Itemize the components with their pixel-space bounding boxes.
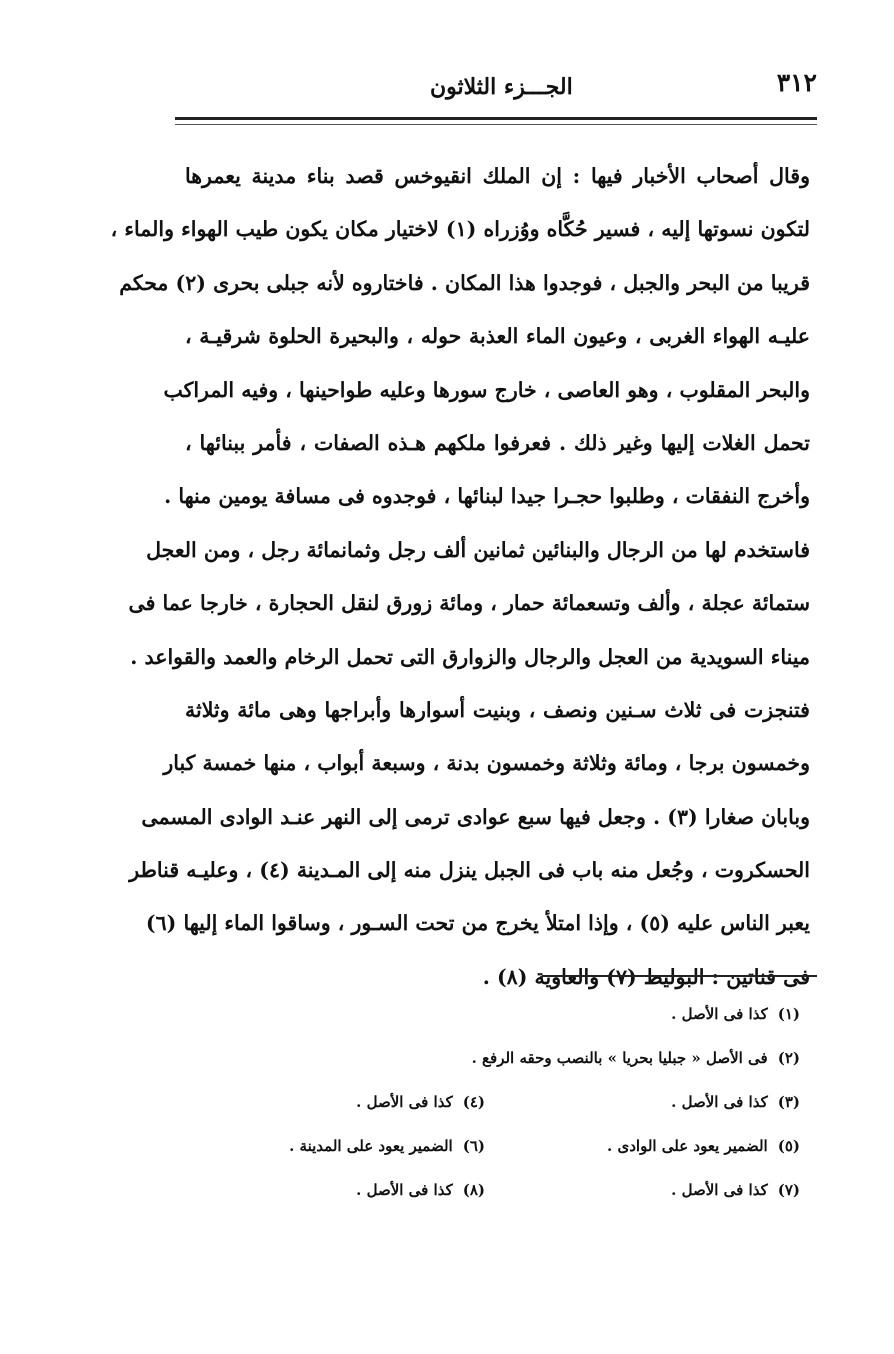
text-line: فى قناتين : البوليط (٧) والعاوية (٨) . xyxy=(482,964,810,989)
footnote-number: (٤) xyxy=(462,1093,485,1111)
text-line: والبحر المقلوب ، وهو العاصى ، خارج سورها وعليه طواحينها ، وفيه المراكب xyxy=(163,377,810,402)
footnotes xyxy=(170,992,800,1212)
text-line: فاستخدم لها من الرجال والبنائين ثمانين ألف رجل وثمانمائة رجل ، ومن العجل xyxy=(146,537,810,562)
text-line: تحمل الغلات إليها وغير ذلك . فعرفوا ملكهم هـذه الصفات ، فأمر ببنائها ، xyxy=(185,430,810,455)
footnote-text: الضمير يعود على الوادى . xyxy=(607,1137,768,1155)
footnote-text: كذا فى الأصل . xyxy=(356,1093,453,1111)
body-text xyxy=(110,150,810,1004)
footnote xyxy=(170,1005,800,1023)
text-line: ميناء السويدية من العجل والرجال والزوارق التى تحمل الرخام والعمد والقواعد . xyxy=(130,644,810,669)
footnote-number: (٨) xyxy=(462,1181,485,1199)
text-line: عليـه الهواء الغربى ، وعيون الماء العذبة حوله ، والبحيرة الحلوة شرقيـة ، xyxy=(185,324,810,349)
text-line: فتنجزت فى ثلاث سـنين ونصف ، وبنيت أسوارها وأبراجها وهى مائة وثلاثة xyxy=(185,697,810,722)
footnote-text: كذا فى الأصل . xyxy=(671,1181,768,1199)
footnote-number: (٦) xyxy=(462,1137,485,1155)
footnote-text: كذا فى الأصل . xyxy=(671,1093,768,1111)
footnote xyxy=(170,1181,485,1199)
footnote xyxy=(485,1137,800,1155)
footnote-number: (٧) xyxy=(777,1181,800,1199)
footnote xyxy=(485,1093,800,1111)
text-line: الحسكروت ، وجُعل منه باب فى الجبل ينزل منه إلى المـدينة (٤) ، وعليـه قناطر xyxy=(129,858,810,883)
footnote-text: كذا فى الأصل . xyxy=(356,1181,453,1199)
footnote-text: الضمير يعود على المدينة . xyxy=(289,1137,453,1155)
text-line: وخمسون برجا ، ومائة وثلاثة وخمسون بدنة ، وسبعة أبواب ، منها خمسة كبار xyxy=(163,751,810,776)
footnote-text: كذا فى الأصل . xyxy=(671,1005,768,1023)
page-header xyxy=(175,62,817,102)
text-line: يعبر الناس عليه (٥) ، وإذا امتلأ يخرج من تحت السـور ، وساقوا الماء إليها (٦) xyxy=(145,911,810,936)
footnote-number: (٢) xyxy=(777,1049,800,1067)
text-line: لتكون نسوتها إليه ، فسير حُكَّاه ووُزراه (١) لاختيار مكان يكون طيب الهواء والماء ، xyxy=(110,217,810,242)
footnote-number: (٥) xyxy=(777,1137,800,1155)
footnote xyxy=(485,1181,800,1199)
footnote xyxy=(170,1093,485,1111)
footnote-number: (١) xyxy=(777,1005,800,1023)
header-rule-thin xyxy=(175,124,817,125)
footnote-text: فى الأصل « جبليا بحريا » بالنصب وحقه الرفع . xyxy=(471,1049,768,1067)
text-line: وقال أصحاب الأخبار فيها : إن الملك انقيوخس قصد بناء مدينة يعمرها xyxy=(185,164,810,188)
running-title: الجـــزء الثلاثون xyxy=(430,74,573,100)
footnote xyxy=(170,1049,800,1067)
header-rule xyxy=(175,117,817,120)
footnote-number: (٣) xyxy=(777,1093,800,1111)
footnotes-rule xyxy=(542,975,817,977)
page-number: ٣١٢ xyxy=(776,68,817,97)
text-line: وأخرج النفقات ، وطلبوا حجـرا جيدا لبنائها ، فوجدوه فى مسافة يومين منها . xyxy=(164,484,810,509)
text-line: وبابان صغارا (٣) . وجعل فيها سبع عوادى ترمى إلى النهر عنـد الوادى المسمى xyxy=(141,804,810,829)
text-line: ستمائة عجلة ، وألف وتسعمائة حمار ، ومائة زورق لنقل الحجارة ، خارجا عما فى xyxy=(128,591,810,616)
footnote xyxy=(170,1137,485,1155)
text-line: قريبا من البحر والجبل ، فوجدوا هذا المكان . فاختاروه لأنه جبلى بحرى (٢) محكم xyxy=(119,270,810,295)
